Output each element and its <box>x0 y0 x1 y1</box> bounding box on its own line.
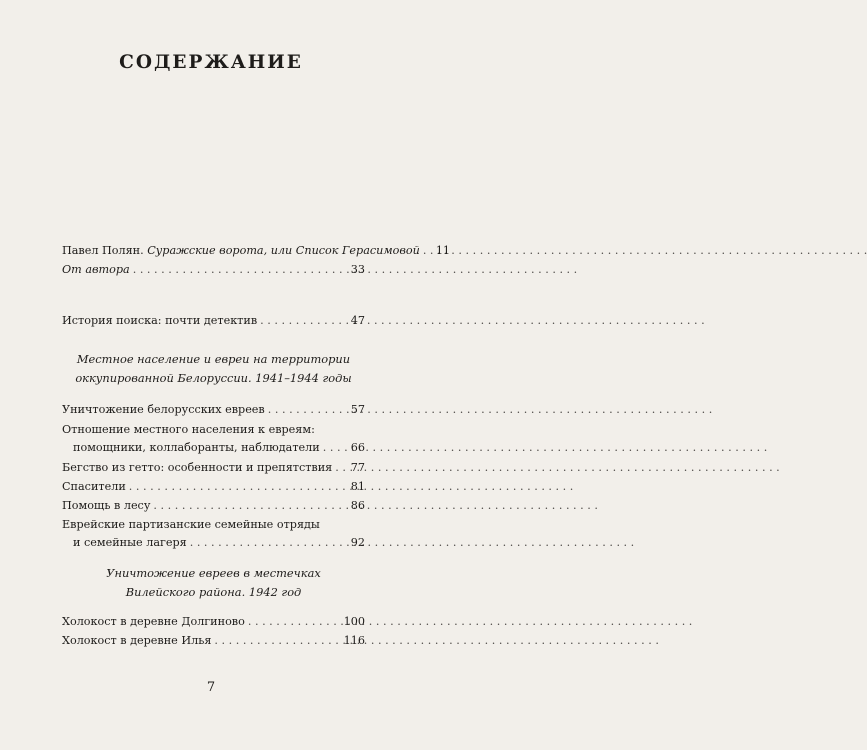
dot-leader <box>153 498 347 514</box>
entry-title: Спасители <box>62 480 126 493</box>
entry-title: Суражские ворота, или Список Герасимовой <box>147 244 420 257</box>
entry-page: 116 <box>343 634 365 647</box>
entry-page: 81 <box>350 480 365 493</box>
dot-leader <box>214 633 340 649</box>
entry-page: 77 <box>350 461 365 474</box>
entry-title: Бегство из гетто: особенности и препятствия <box>62 461 333 474</box>
entry-title: От автора <box>62 263 130 276</box>
toc-entry[interactable] <box>62 614 365 630</box>
toc-entry-history[interactable] <box>62 313 365 329</box>
entry-title: Холокост в деревне Илья <box>62 634 212 647</box>
dot-leader <box>190 535 348 551</box>
entry-title: Холокост в деревне Долгиново <box>62 615 245 628</box>
toc-entry[interactable] <box>62 498 365 514</box>
entry-page: 100 <box>343 615 365 628</box>
section-heading: Вилейского района. 1942 год <box>125 585 302 599</box>
entry-title: История поиска: почти детектив <box>62 314 258 327</box>
page-number: 7 <box>206 680 216 695</box>
toc-entry-foreword[interactable] <box>62 243 451 259</box>
entry-page: 66 <box>350 441 365 454</box>
entry-title: помощники, коллаборанты, наблюдатели <box>73 441 320 454</box>
toc-entry[interactable] <box>73 440 365 456</box>
toc-entry[interactable] <box>62 479 365 495</box>
entry-page: 86 <box>350 499 365 512</box>
entry-title: и семейные лагеря <box>73 536 187 549</box>
toc-entry[interactable] <box>73 535 365 551</box>
entry-author: Павел Полян. <box>62 244 144 257</box>
section-heading: Уничтожение евреев в местечках <box>106 566 321 580</box>
dot-leader <box>248 614 341 630</box>
dot-leader <box>268 402 348 418</box>
dot-leader <box>260 313 348 329</box>
section-heading: оккупированной Белоруссии. 1941–1944 годы <box>75 371 352 385</box>
entry-page: 11 <box>435 244 451 257</box>
dot-leader <box>323 440 348 456</box>
toc-entry[interactable] <box>62 460 365 476</box>
entry-title[interactable]: Отношение местного населения к евреям: <box>62 423 315 436</box>
dot-leader <box>423 243 433 259</box>
entry-page: 57 <box>350 403 365 416</box>
dot-leader <box>335 460 348 476</box>
entry-page: 47 <box>350 314 365 327</box>
dot-leader <box>133 262 348 278</box>
entry-title[interactable]: Еврейские партизанские семейные отряды <box>62 518 320 531</box>
section-heading: Местное население и евреи на территории <box>76 352 351 366</box>
entry-page: 33 <box>350 263 365 276</box>
toc-entry[interactable] <box>62 633 365 649</box>
dot-leader <box>129 479 348 495</box>
entry-title: Помощь в лесу <box>62 499 151 512</box>
entry-title: Уничтожение белорусских евреев <box>62 403 265 416</box>
page-title: СОДЕРЖАНИЕ <box>119 52 303 73</box>
entry-page: 92 <box>350 536 365 549</box>
toc-entry[interactable] <box>62 402 365 418</box>
toc-entry-from-author[interactable] <box>62 262 365 278</box>
